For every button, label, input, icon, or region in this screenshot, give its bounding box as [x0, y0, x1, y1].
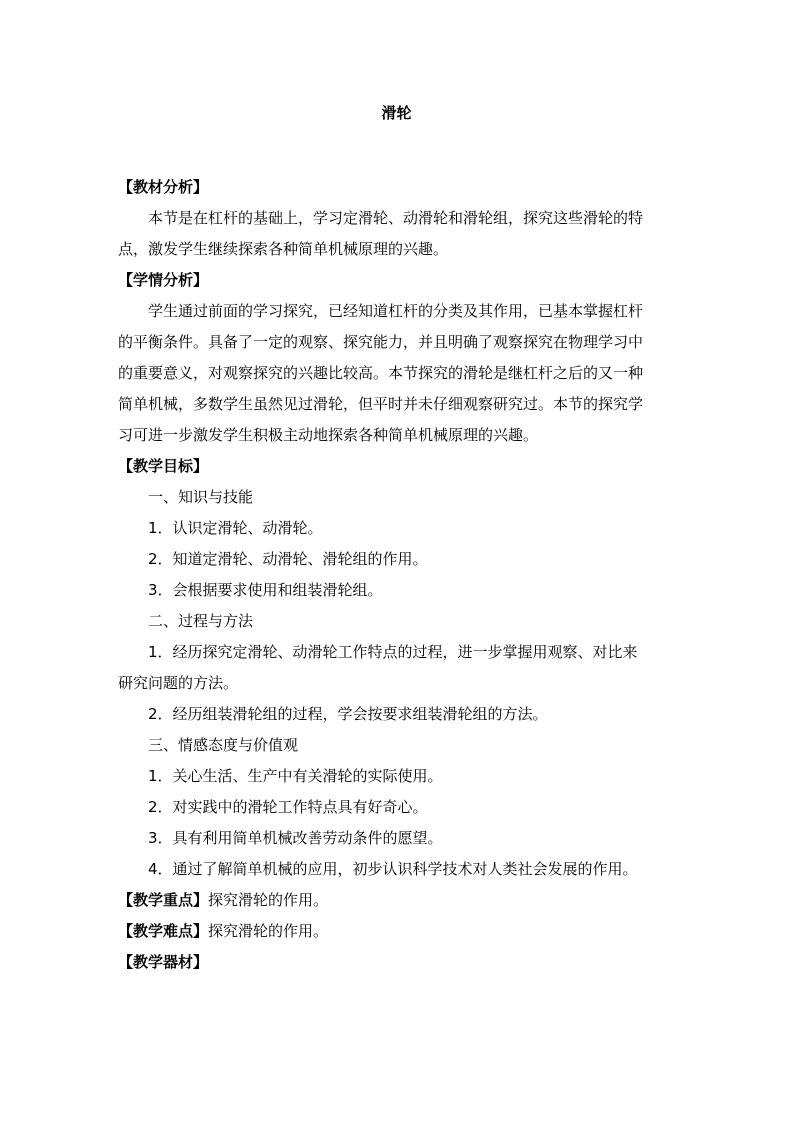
document-title: 滑轮 [381, 104, 412, 122]
section-heading-textbook-analysis: 【教材分析】 [118, 178, 209, 196]
paragraph-line: 本节是在杠杆的基础上，学习定滑轮、动滑轮和滑轮组，探究这些滑轮的特 [148, 209, 644, 227]
paragraph-line: 点，激发学生继续探索各种简单机械原理的兴趣。 [118, 240, 449, 258]
difficult-points-text: 探究滑轮的作用。 [208, 922, 329, 940]
list-item: 2．经历组装滑轮组的过程，学会按要求组装滑轮组的方法。 [148, 705, 548, 723]
list-item-continuation: 研究问题的方法。 [118, 674, 239, 692]
list-item: 2．知道定滑轮、动滑轮、滑轮组的作用。 [148, 550, 428, 568]
section-heading-key-points: 【教学重点】 [118, 891, 209, 909]
paragraph-line: 习可进一步激发学生积极主动地探索各种简单机械原理的兴趣。 [118, 426, 539, 444]
section-heading-equipment: 【教学器材】 [118, 953, 209, 971]
key-points-text: 探究滑轮的作用。 [208, 891, 329, 909]
difficult-points-line [118, 916, 675, 947]
list-item: 3．会根据要求使用和组装滑轮组。 [148, 581, 383, 599]
subsection-title-process-method: 二、过程与方法 [148, 612, 254, 630]
list-item: 2．对实践中的滑轮工作特点具有好奇心。 [148, 798, 428, 816]
list-item: 1．关心生活、生产中有关滑轮的实际使用。 [148, 767, 443, 785]
paragraph-line: 简单机械，多数学生虽然见过滑轮，但平时并未仔细观察研究过。本节的探究学 [118, 395, 644, 413]
paragraph-line: 的平衡条件。具备了一定的观察、探究能力，并且明确了观察探究在物理学习中 [118, 333, 644, 351]
section-heading-teaching-goals: 【教学目标】 [118, 457, 209, 475]
list-item: 4．通过了解简单机械的应用，初步认识科学技术对人类社会发展的作用。 [148, 860, 638, 878]
list-item: 1．认识定滑轮、动滑轮。 [148, 519, 323, 537]
section-heading-student-analysis: 【学情分析】 [118, 271, 209, 289]
section-heading-difficult-points: 【教学难点】 [118, 922, 209, 940]
subsection-title-knowledge-skills: 一、知识与技能 [148, 488, 254, 506]
list-item: 1．经历探究定滑轮、动滑轮工作特点的过程，进一步掌握用观察、对比来 [148, 643, 638, 661]
paragraph-line: 学生通过前面的学习探究，已经知道杠杆的分类及其作用，已基本掌握杠杆 [148, 302, 644, 320]
paragraph-line: 的重要意义，对观察探究的兴趣比较高。本节探究的滑轮是继杠杆之后的又一种 [118, 364, 644, 382]
list-item: 3．具有利用简单机械改善劳动条件的愿望。 [148, 829, 443, 847]
subsection-title-attitude-values: 三、情感态度与价值观 [148, 736, 299, 754]
key-points-line [118, 885, 675, 916]
